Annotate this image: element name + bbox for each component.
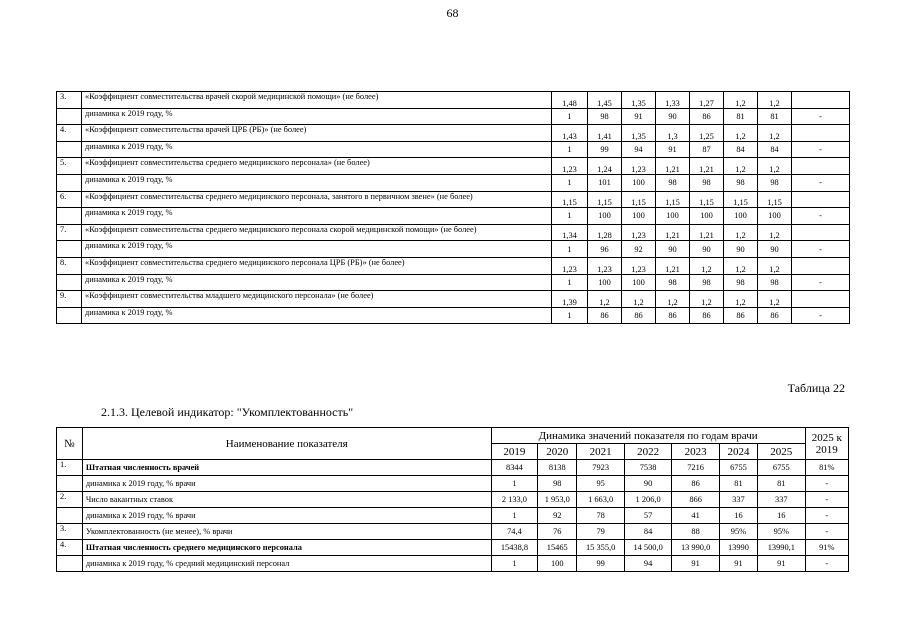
- value-cell: 90: [656, 108, 690, 125]
- page-number: 68: [446, 6, 459, 20]
- indicator-row: [57, 524, 849, 540]
- indicator-label: «Коэффициент совместительства младшего медицинского персонала» (не более): [82, 291, 552, 308]
- value-cell: 1,2: [724, 291, 758, 308]
- value-cell: 6755: [758, 460, 806, 476]
- value-cell: 1,15: [724, 191, 758, 208]
- indicator-label: динамика к 2019 году, %: [82, 241, 552, 258]
- value-cell: 100: [622, 274, 656, 291]
- value-cell: 57: [624, 508, 671, 524]
- value-cell: 1,15: [588, 191, 622, 208]
- extra-cell: -: [792, 208, 850, 225]
- row-number: [57, 108, 82, 125]
- value-cell: 100: [622, 208, 656, 225]
- value-cell: 95%: [719, 524, 757, 540]
- value-cell: 98: [724, 274, 758, 291]
- value-cell: 1: [552, 307, 588, 324]
- indicator-label: динамика к 2019 году, % врачи: [82, 476, 491, 492]
- value-cell: 1,3: [656, 125, 690, 142]
- row-number: [57, 274, 82, 291]
- header-2025-vs-2019: 2025 к 2019: [805, 428, 848, 460]
- value-cell: 1: [491, 556, 537, 572]
- value-cell: 98: [758, 174, 792, 191]
- row-number: [57, 174, 82, 191]
- value-cell: 1: [552, 208, 588, 225]
- indicator-label: динамика к 2019 году, %: [82, 208, 552, 225]
- value-cell: 1,15: [622, 191, 656, 208]
- value-cell: 91: [672, 556, 719, 572]
- value-cell: 86: [690, 307, 724, 324]
- value-cell: 86: [588, 307, 622, 324]
- value-cell: 90: [724, 241, 758, 258]
- ratio-cell: -: [805, 508, 848, 524]
- value-cell: 1 663,0: [577, 492, 624, 508]
- value-cell: 1,2: [690, 291, 724, 308]
- value-cell: 78: [577, 508, 624, 524]
- indicator-label: динамика к 2019 году, %: [82, 108, 552, 125]
- row-number: 5.: [57, 158, 82, 175]
- header-year: 2021: [577, 444, 624, 460]
- value-cell: 98: [656, 274, 690, 291]
- extra-cell: [792, 224, 850, 241]
- value-cell: 91: [622, 108, 656, 125]
- value-cell: 1,41: [588, 125, 622, 142]
- value-cell: 337: [758, 492, 806, 508]
- extra-cell: [792, 92, 850, 109]
- value-cell: 84: [624, 524, 671, 540]
- value-cell: 1,23: [622, 158, 656, 175]
- ratio-cell: 81%: [805, 460, 848, 476]
- value-cell: 1,2: [656, 291, 690, 308]
- value-cell: 100: [724, 208, 758, 225]
- indicator-label: «Коэффициент совместительства врачей ЦРБ (РБ)» (не более): [82, 125, 552, 142]
- indicator-label: Штатная численность врачей: [82, 460, 491, 476]
- value-cell: 79: [577, 524, 624, 540]
- indicator-row: [57, 540, 849, 556]
- section-title: 2.1.3. Целевой индикатор: "Укомплектованность": [101, 405, 354, 419]
- value-cell: 1,2: [690, 257, 724, 274]
- dynamics-row: [57, 141, 850, 158]
- extra-cell: -: [792, 307, 850, 324]
- value-cell: 1,21: [690, 158, 724, 175]
- indicator-label: Число вакантных ставок: [82, 492, 491, 508]
- value-cell: 98: [538, 476, 577, 492]
- value-cell: 100: [622, 174, 656, 191]
- dynamics-row: [57, 274, 850, 291]
- value-cell: 76: [538, 524, 577, 540]
- table-caption: Таблица 22: [787, 381, 845, 395]
- value-cell: 98: [690, 274, 724, 291]
- extra-cell: -: [792, 141, 850, 158]
- value-cell: 98: [588, 108, 622, 125]
- value-cell: 1,35: [622, 125, 656, 142]
- value-cell: 1,15: [758, 191, 792, 208]
- header-dynamics: Динамика значений показателя по годам врачи: [491, 428, 805, 444]
- value-cell: 1,34: [552, 224, 588, 241]
- value-cell: 1,2: [724, 125, 758, 142]
- value-cell: 16: [719, 508, 757, 524]
- indicator-label: динамика к 2019 году, % врачи: [82, 508, 491, 524]
- row-number: [57, 208, 82, 225]
- row-number: [57, 141, 82, 158]
- value-cell: 15 355,0: [577, 540, 624, 556]
- value-cell: 7538: [624, 460, 671, 476]
- value-cell: 84: [758, 141, 792, 158]
- value-cell: 6755: [719, 460, 757, 476]
- row-number: 9.: [57, 291, 82, 308]
- value-cell: 95%: [758, 524, 806, 540]
- header-year: 2023: [672, 444, 719, 460]
- ratio-cell: -: [805, 476, 848, 492]
- value-cell: 86: [690, 108, 724, 125]
- value-cell: 1,2: [724, 257, 758, 274]
- value-cell: 8344: [491, 460, 537, 476]
- row-number: 1.: [57, 460, 83, 476]
- extra-cell: [792, 158, 850, 175]
- indicator-label: «Коэффициент совместительства врачей скорой медицинской помощи» (не более): [82, 92, 552, 109]
- value-cell: 87: [690, 141, 724, 158]
- dynamics-row: [57, 241, 850, 258]
- header-year: 2024: [719, 444, 757, 460]
- indicator-label: «Коэффициент совместительства среднего медицинского персонала» (не более): [82, 158, 552, 175]
- indicator-row: [57, 291, 850, 308]
- value-cell: 1,21: [690, 224, 724, 241]
- ratio-cell: 91%: [805, 540, 848, 556]
- dynamics-row: [57, 508, 849, 524]
- value-cell: 14 500,0: [624, 540, 671, 556]
- value-cell: 91: [758, 556, 806, 572]
- indicator-row: [57, 492, 849, 508]
- header-indicator-name: Наименование показателя: [82, 428, 491, 460]
- extra-cell: -: [792, 274, 850, 291]
- indicator-label: Штатная численность среднего медицинского персонала: [82, 540, 491, 556]
- value-cell: 1,28: [588, 224, 622, 241]
- row-number: [57, 508, 83, 524]
- row-number: 4.: [57, 540, 83, 556]
- value-cell: 1,15: [552, 191, 588, 208]
- value-cell: 1,23: [622, 224, 656, 241]
- value-cell: 86: [758, 307, 792, 324]
- indicator-row: [57, 257, 850, 274]
- value-cell: 81: [758, 108, 792, 125]
- value-cell: 1,23: [588, 257, 622, 274]
- value-cell: 1,23: [622, 257, 656, 274]
- value-cell: 1,2: [724, 224, 758, 241]
- value-cell: 1,23: [552, 158, 588, 175]
- value-cell: 866: [672, 492, 719, 508]
- header-year: 2020: [538, 444, 577, 460]
- dynamics-row: [57, 108, 850, 125]
- header-year: 2022: [624, 444, 671, 460]
- row-number: [57, 556, 83, 572]
- value-cell: 91: [656, 141, 690, 158]
- value-cell: 90: [758, 241, 792, 258]
- value-cell: 337: [719, 492, 757, 508]
- value-cell: 1: [552, 141, 588, 158]
- value-cell: 84: [724, 141, 758, 158]
- extra-cell: [792, 191, 850, 208]
- value-cell: 2 133,0: [491, 492, 537, 508]
- dynamics-row: [57, 307, 850, 324]
- value-cell: 100: [588, 274, 622, 291]
- value-cell: 1,2: [758, 291, 792, 308]
- value-cell: 1,2: [724, 92, 758, 109]
- indicator-label: динамика к 2019 году, % средний медицинский персонал: [82, 556, 491, 572]
- indicator-label: динамика к 2019 году, %: [82, 307, 552, 324]
- header-year: 2019: [491, 444, 537, 460]
- row-number: [57, 476, 83, 492]
- table1-body: [57, 92, 850, 324]
- value-cell: 13990: [719, 540, 757, 556]
- value-cell: 86: [672, 476, 719, 492]
- indicator-label: «Коэффициент совместительства среднего медицинского персонала ЦРБ (РБ)» (не более): [82, 257, 552, 274]
- indicator-label: динамика к 2019 году, %: [82, 141, 552, 158]
- value-cell: 90: [656, 241, 690, 258]
- value-cell: 15438,8: [491, 540, 537, 556]
- value-cell: 101: [588, 174, 622, 191]
- value-cell: 1,2: [758, 158, 792, 175]
- value-cell: 1,15: [690, 191, 724, 208]
- row-number: 6.: [57, 191, 82, 208]
- indicator-label: Укомплектованность (не менее), % врачи: [82, 524, 491, 540]
- value-cell: 1,33: [656, 92, 690, 109]
- value-cell: 100: [656, 208, 690, 225]
- value-cell: 1: [491, 476, 537, 492]
- ratio-cell: -: [805, 524, 848, 540]
- value-cell: 96: [588, 241, 622, 258]
- value-cell: 1,21: [656, 158, 690, 175]
- indicator-row: [57, 224, 850, 241]
- value-cell: 81: [719, 476, 757, 492]
- value-cell: 1: [491, 508, 537, 524]
- table2-header-row: [57, 428, 849, 444]
- value-cell: 15465: [538, 540, 577, 556]
- value-cell: 1,15: [656, 191, 690, 208]
- value-cell: 7216: [672, 460, 719, 476]
- value-cell: 86: [622, 307, 656, 324]
- indicator-label: динамика к 2019 году, %: [82, 274, 552, 291]
- value-cell: 100: [588, 208, 622, 225]
- table2-body: [57, 460, 849, 572]
- value-cell: 1,2: [758, 92, 792, 109]
- value-cell: 98: [724, 174, 758, 191]
- value-cell: 1,23: [552, 257, 588, 274]
- value-cell: 1: [552, 241, 588, 258]
- value-cell: 1,2: [758, 257, 792, 274]
- value-cell: 86: [656, 307, 690, 324]
- value-cell: 1,2: [588, 291, 622, 308]
- dynamics-row: [57, 208, 850, 225]
- value-cell: 90: [624, 476, 671, 492]
- indicator-row: [57, 125, 850, 142]
- row-number: 2.: [57, 492, 83, 508]
- row-number: [57, 307, 82, 324]
- value-cell: 92: [622, 241, 656, 258]
- value-cell: 98: [758, 274, 792, 291]
- value-cell: 1,2: [758, 224, 792, 241]
- value-cell: 1,2: [758, 125, 792, 142]
- extra-cell: -: [792, 108, 850, 125]
- value-cell: 88: [672, 524, 719, 540]
- value-cell: 1: [552, 174, 588, 191]
- dynamics-row: [57, 476, 849, 492]
- value-cell: 74,4: [491, 524, 537, 540]
- extra-cell: -: [792, 174, 850, 191]
- value-cell: 1,25: [690, 125, 724, 142]
- indicator-label: «Коэффициент совместительства среднего медицинского персонала скорой медицинской помощи» (не более): [82, 224, 552, 241]
- row-number: 7.: [57, 224, 82, 241]
- value-cell: 1 953,0: [538, 492, 577, 508]
- indicator-row: [57, 191, 850, 208]
- row-number: [57, 241, 82, 258]
- value-cell: 98: [656, 174, 690, 191]
- extra-cell: -: [792, 241, 850, 258]
- ratio-cell: -: [805, 492, 848, 508]
- value-cell: 95: [577, 476, 624, 492]
- indicator-row: [57, 92, 850, 109]
- indicator-row: [57, 460, 849, 476]
- value-cell: 13990,1: [758, 540, 806, 556]
- dynamics-row: [57, 556, 849, 572]
- indicator-label: «Коэффициент совместительства среднего медицинского персонала, занятого в первичном звене» (не более): [82, 191, 552, 208]
- value-cell: 1,2: [622, 291, 656, 308]
- value-cell: 100: [538, 556, 577, 572]
- value-cell: 91: [719, 556, 757, 572]
- value-cell: 99: [577, 556, 624, 572]
- row-number: 3.: [57, 524, 83, 540]
- value-cell: 94: [622, 141, 656, 158]
- dynamics-row: [57, 174, 850, 191]
- value-cell: 1,45: [588, 92, 622, 109]
- value-cell: 86: [724, 307, 758, 324]
- extra-cell: [792, 125, 850, 142]
- value-cell: 7923: [577, 460, 624, 476]
- extra-cell: [792, 257, 850, 274]
- value-cell: 16: [758, 508, 806, 524]
- value-cell: 90: [690, 241, 724, 258]
- extra-cell: [792, 291, 850, 308]
- ratio-cell: -: [805, 556, 848, 572]
- value-cell: 1,43: [552, 125, 588, 142]
- value-cell: 41: [672, 508, 719, 524]
- staffing-coefficients-table: [56, 91, 850, 324]
- value-cell: 1,48: [552, 92, 588, 109]
- value-cell: 1: [552, 108, 588, 125]
- value-cell: 1,27: [690, 92, 724, 109]
- value-cell: 100: [690, 208, 724, 225]
- value-cell: 8138: [538, 460, 577, 476]
- row-number: 3.: [57, 92, 82, 109]
- value-cell: 1,35: [622, 92, 656, 109]
- value-cell: 1: [552, 274, 588, 291]
- header-year: 2025: [758, 444, 806, 460]
- staffing-level-table: [56, 427, 849, 572]
- value-cell: 81: [758, 476, 806, 492]
- value-cell: 100: [758, 208, 792, 225]
- header-number: №: [57, 428, 83, 460]
- value-cell: 98: [690, 174, 724, 191]
- value-cell: 1 206,0: [624, 492, 671, 508]
- row-number: 8.: [57, 257, 82, 274]
- value-cell: 1,21: [656, 257, 690, 274]
- value-cell: 1,39: [552, 291, 588, 308]
- value-cell: 1,21: [656, 224, 690, 241]
- row-number: 4.: [57, 125, 82, 142]
- value-cell: 92: [538, 508, 577, 524]
- value-cell: 1,24: [588, 158, 622, 175]
- value-cell: 81: [724, 108, 758, 125]
- indicator-row: [57, 158, 850, 175]
- indicator-label: динамика к 2019 году, %: [82, 174, 552, 191]
- value-cell: 13 990,0: [672, 540, 719, 556]
- value-cell: 94: [624, 556, 671, 572]
- value-cell: 1,2: [724, 158, 758, 175]
- value-cell: 99: [588, 141, 622, 158]
